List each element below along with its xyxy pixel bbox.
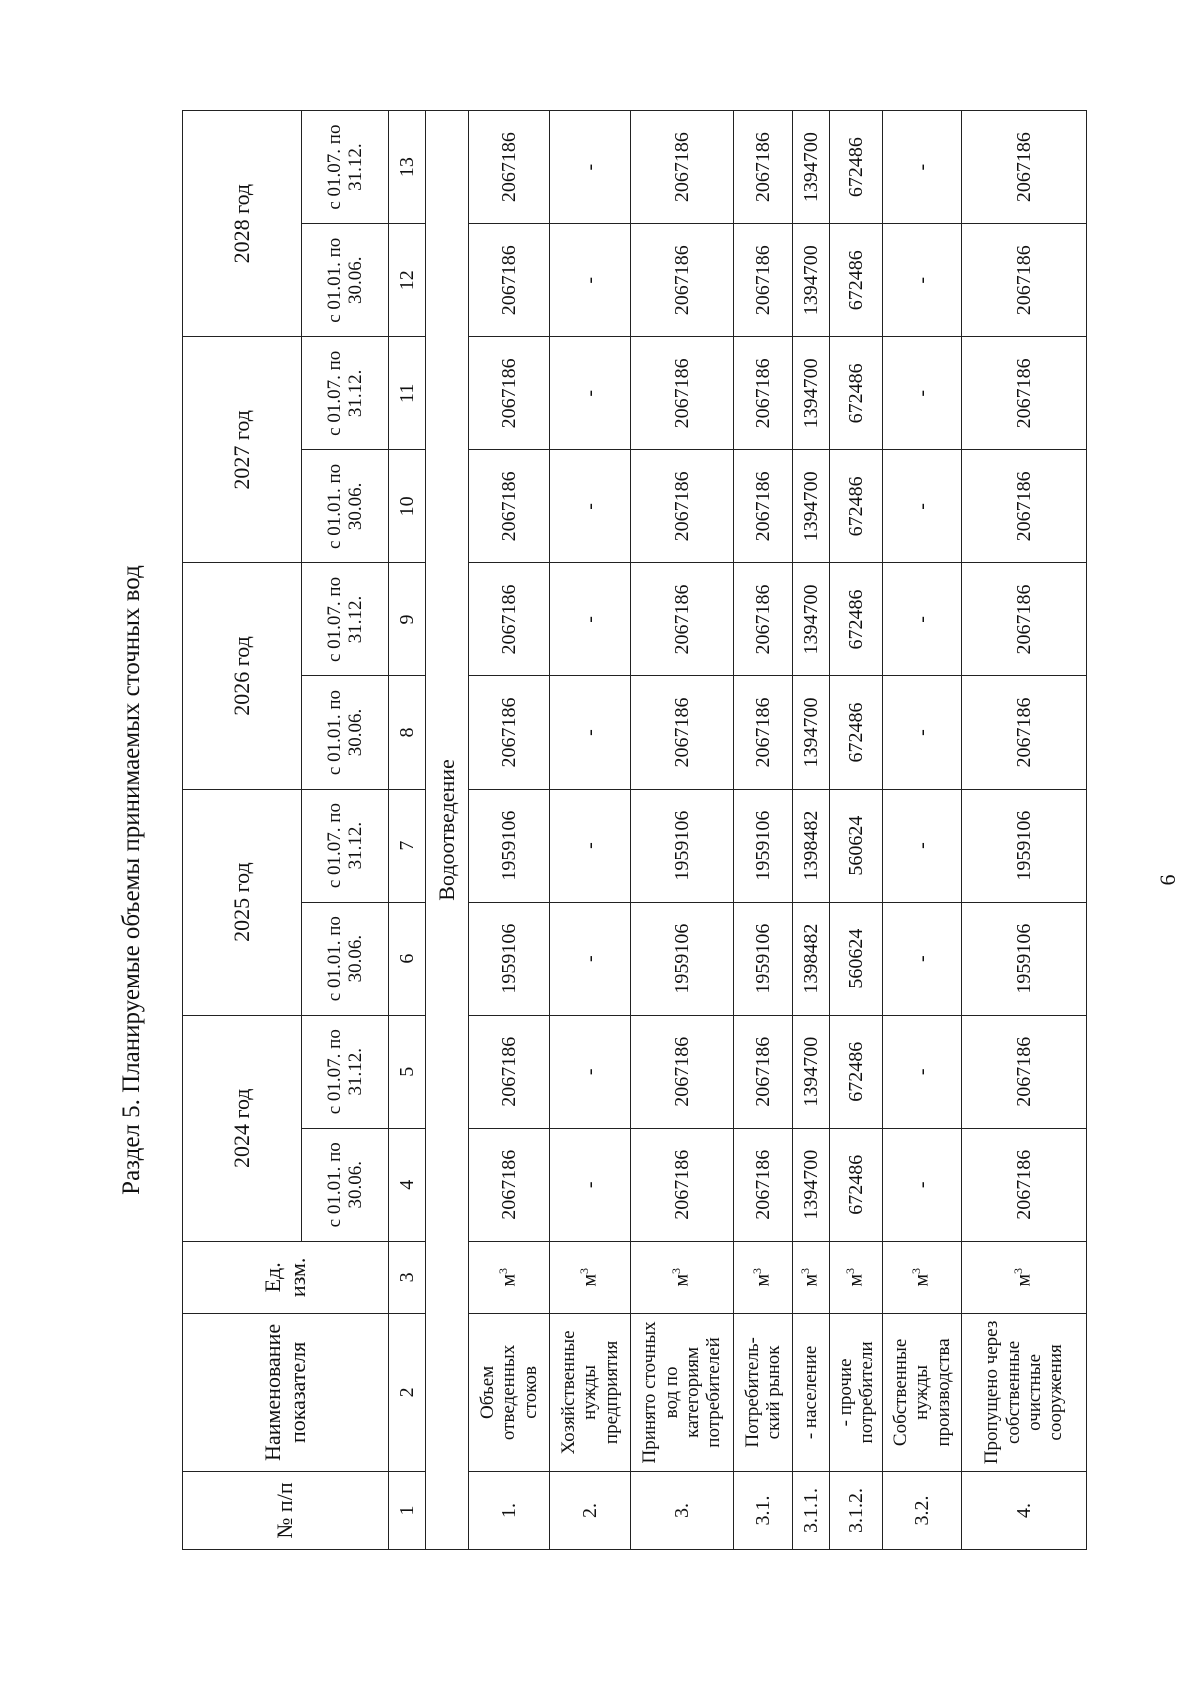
header-row-column-numbers [389, 111, 426, 1550]
value-cell: - [550, 450, 631, 563]
value-cell: - [550, 563, 631, 676]
column-number: 10 [389, 450, 426, 563]
header-num: № п/п [183, 1471, 389, 1549]
value-cell: 1959106 [469, 902, 550, 1015]
table-row [793, 111, 830, 1550]
header-period: с 01.07. по 31.12. [302, 789, 389, 902]
row-unit [469, 1241, 550, 1313]
value-cell: 2067186 [962, 1128, 1087, 1241]
value-cell: 1959106 [962, 902, 1087, 1015]
header-year: 2028 год [183, 111, 302, 337]
value-cell: 2067186 [469, 111, 550, 224]
header-name: Наименование показателя [183, 1313, 389, 1471]
value-cell: 2067186 [469, 1015, 550, 1128]
value-cell: 560624 [830, 789, 883, 902]
value-cell: 1398482 [793, 902, 830, 1015]
value-cell: 2067186 [631, 224, 734, 337]
value-cell: 672486 [830, 1128, 883, 1241]
value-cell: - [883, 563, 962, 676]
value-cell: - [550, 1015, 631, 1128]
value-cell: 2067186 [962, 224, 1087, 337]
header-period: с 01.01. по 30.06. [302, 1128, 389, 1241]
row-unit [830, 1241, 883, 1313]
value-cell: - [883, 1128, 962, 1241]
table-row [830, 111, 883, 1550]
row-indicator-name: Принято сточных вод по категориям потребителей [631, 1313, 734, 1471]
value-cell: 2067186 [469, 450, 550, 563]
column-number: 8 [389, 676, 426, 789]
row-number: 4. [962, 1471, 1087, 1549]
row-unit [631, 1241, 734, 1313]
value-cell: - [550, 676, 631, 789]
table-row [550, 111, 631, 1550]
header-row-years [183, 111, 302, 1550]
column-number: 4 [389, 1128, 426, 1241]
column-number: 7 [389, 789, 426, 902]
row-unit [793, 1241, 830, 1313]
value-cell: 672486 [830, 337, 883, 450]
row-unit [962, 1241, 1087, 1313]
column-number: 6 [389, 902, 426, 1015]
value-cell: - [883, 789, 962, 902]
header-year: 2024 год [183, 1015, 302, 1241]
value-cell: 672486 [830, 224, 883, 337]
row-number: 1. [469, 1471, 550, 1549]
unit-base: м [579, 1274, 602, 1287]
header-year: 2026 год [183, 563, 302, 789]
value-cell: 1959106 [962, 789, 1087, 902]
table-row [631, 111, 734, 1550]
value-cell: - [883, 902, 962, 1015]
value-cell: 2067186 [631, 337, 734, 450]
section-row [426, 111, 469, 1550]
row-number: 2. [550, 1471, 631, 1549]
value-cell: 2067186 [469, 1128, 550, 1241]
row-indicator-name: Хозяйственные нужды предприятия [550, 1313, 631, 1471]
value-cell: 560624 [830, 902, 883, 1015]
unit-exponent: 3 [750, 1268, 765, 1275]
value-cell: 2067186 [962, 450, 1087, 563]
value-cell: - [550, 1128, 631, 1241]
column-number: 13 [389, 111, 426, 224]
value-cell: 1394700 [793, 1128, 830, 1241]
row-indicator-name: Пропущено через собственные очистные сооружения [962, 1313, 1087, 1471]
unit-exponent: 3 [669, 1268, 684, 1275]
value-cell: 2067186 [469, 676, 550, 789]
row-indicator-name: Собственные нужды производства [883, 1313, 962, 1471]
value-cell: 2067186 [631, 1128, 734, 1241]
unit-base: м [1013, 1274, 1036, 1287]
value-cell: 2067186 [962, 337, 1087, 450]
value-cell: 1394700 [793, 563, 830, 676]
column-number: 2 [389, 1313, 426, 1471]
row-unit [883, 1241, 962, 1313]
value-cell: 2067186 [469, 224, 550, 337]
value-cell: 2067186 [962, 1015, 1087, 1128]
header-period: с 01.07. по 31.12. [302, 111, 389, 224]
value-cell: 2067186 [734, 1128, 793, 1241]
header-period: с 01.07. по 31.12. [302, 337, 389, 450]
unit-base: м [498, 1274, 521, 1287]
value-cell: 2067186 [631, 563, 734, 676]
row-unit [734, 1241, 793, 1313]
header-period: с 01.01. по 30.06. [302, 902, 389, 1015]
value-cell: 2067186 [962, 563, 1087, 676]
header-period: с 01.01. по 30.06. [302, 224, 389, 337]
wastewater-volume-table [182, 110, 1087, 1550]
row-number: 3.1.2. [830, 1471, 883, 1549]
value-cell: 1959106 [631, 789, 734, 902]
value-cell: - [550, 111, 631, 224]
unit-base: м [911, 1274, 934, 1287]
column-number: 9 [389, 563, 426, 676]
value-cell: - [883, 111, 962, 224]
value-cell: 1394700 [793, 111, 830, 224]
value-cell: 2067186 [962, 111, 1087, 224]
header-period: с 01.07. по 31.12. [302, 1015, 389, 1128]
value-cell: 2067186 [469, 563, 550, 676]
unit-exponent: 3 [496, 1268, 511, 1275]
value-cell: 672486 [830, 111, 883, 224]
row-indicator-name: - население [793, 1313, 830, 1471]
row-number: 3.1. [734, 1471, 793, 1549]
value-cell: 1394700 [793, 337, 830, 450]
unit-exponent: 3 [577, 1268, 592, 1275]
table-row [734, 111, 793, 1550]
value-cell: 1394700 [793, 1015, 830, 1128]
value-cell: - [883, 337, 962, 450]
value-cell: 1394700 [793, 450, 830, 563]
value-cell: 2067186 [734, 676, 793, 789]
row-number: 3.1.1. [793, 1471, 830, 1549]
value-cell: 672486 [830, 676, 883, 789]
value-cell: - [550, 789, 631, 902]
value-cell: 672486 [830, 563, 883, 676]
column-number: 12 [389, 224, 426, 337]
unit-base: м [671, 1274, 694, 1287]
table-row [962, 111, 1087, 1550]
section-title: Водоотведение [426, 111, 469, 1550]
value-cell: 2067186 [734, 563, 793, 676]
column-number: 11 [389, 337, 426, 450]
unit-base: м [752, 1274, 775, 1287]
unit-exponent: 3 [843, 1268, 858, 1275]
unit-base: м [800, 1274, 823, 1287]
value-cell: 2067186 [631, 1015, 734, 1128]
row-indicator-name: Объем отведенных стоков [469, 1313, 550, 1471]
value-cell: 1959106 [734, 789, 793, 902]
document-title: Раздел 5. Планируемые объемы принимаемых сточных вод [118, 565, 145, 1195]
page-number: 6 [1155, 874, 1180, 886]
value-cell: 2067186 [734, 1015, 793, 1128]
row-number: 3. [631, 1471, 734, 1549]
header-period: с 01.01. по 30.06. [302, 450, 389, 563]
unit-exponent: 3 [798, 1268, 813, 1275]
header-year: 2025 год [183, 789, 302, 1015]
value-cell: 1398482 [793, 789, 830, 902]
row-unit [550, 1241, 631, 1313]
value-cell: - [883, 224, 962, 337]
column-number: 1 [389, 1471, 426, 1549]
unit-base: м [845, 1274, 868, 1287]
value-cell: 1394700 [793, 224, 830, 337]
value-cell: - [550, 224, 631, 337]
value-cell: 2067186 [631, 450, 734, 563]
column-number: 5 [389, 1015, 426, 1128]
row-indicator-name: - прочие потребители [830, 1313, 883, 1471]
table-row [469, 111, 550, 1550]
value-cell: 1959106 [469, 789, 550, 902]
value-cell: - [550, 902, 631, 1015]
value-cell: 2067186 [469, 337, 550, 450]
value-cell: - [883, 1015, 962, 1128]
value-cell: 2067186 [734, 111, 793, 224]
value-cell: - [550, 337, 631, 450]
header-period: с 01.07. по 31.12. [302, 563, 389, 676]
row-indicator-name: Потребитель-ский рынок [734, 1313, 793, 1471]
value-cell: 2067186 [734, 224, 793, 337]
value-cell: 672486 [830, 1015, 883, 1128]
header-unit: Ед. изм. [183, 1241, 389, 1313]
value-cell: 2067186 [631, 111, 734, 224]
value-cell: 1394700 [793, 676, 830, 789]
column-number: 3 [389, 1241, 426, 1313]
unit-exponent: 3 [1011, 1268, 1026, 1275]
value-cell: 2067186 [734, 450, 793, 563]
value-cell: - [883, 676, 962, 789]
rotated-page-content [60, 105, 1200, 1655]
value-cell: 2067186 [734, 337, 793, 450]
header-year: 2027 год [183, 337, 302, 563]
table-row [883, 111, 962, 1550]
value-cell: 672486 [830, 450, 883, 563]
value-cell: 2067186 [962, 676, 1087, 789]
value-cell: 1959106 [631, 902, 734, 1015]
row-number: 3.2. [883, 1471, 962, 1549]
unit-exponent: 3 [909, 1268, 924, 1275]
header-period: с 01.01. по 30.06. [302, 676, 389, 789]
value-cell: - [883, 450, 962, 563]
value-cell: 1959106 [734, 902, 793, 1015]
value-cell: 2067186 [631, 676, 734, 789]
